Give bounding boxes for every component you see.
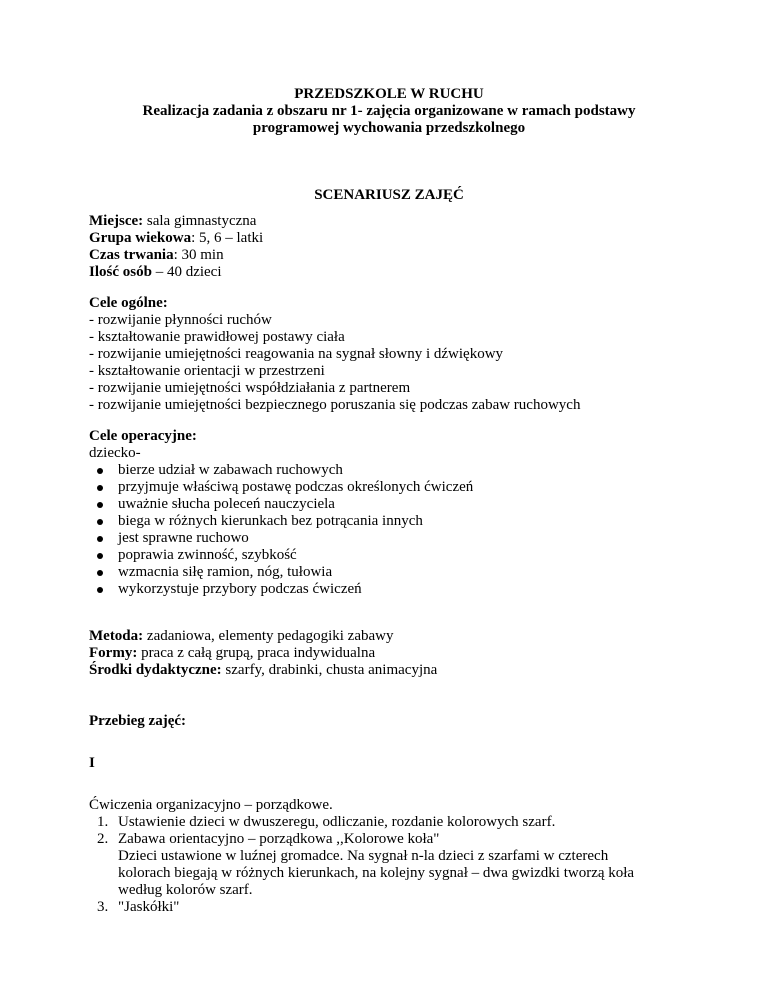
list-item: 2. Zabawa orientacyjno – porządkowa ,,Kolorowe koła" Dzieci ustawione w luźnej gromadce. Na sygnał n-la dzieci z szarfami w czterech kolorach biegają w różnych kierunkach, na kolejny sygnał – dwa gwizdki tworzą koła według kolorów szarf. bbox=[89, 831, 709, 899]
operational-goals-heading: Cele operacyjne: bbox=[89, 428, 197, 444]
list-item: wykorzystuje przybory podczas ćwiczeń bbox=[89, 581, 689, 598]
general-goal-item: - rozwijanie umiejętności reagowania na sygnał słowny i dźwiękowy bbox=[89, 346, 504, 362]
list-item: biega w różnych kierunkach bez potrącania innych bbox=[89, 513, 689, 530]
bullet-icon bbox=[97, 570, 103, 576]
general-goals bbox=[89, 295, 689, 414]
method-block bbox=[89, 628, 689, 679]
general-goal-item: - rozwijanie umiejętności współdziałania z partnerem bbox=[89, 380, 411, 396]
forms-line: Formy: praca z całą grupą, praca indywidualna bbox=[89, 645, 376, 661]
step-description: kolorach biegają w różnych kierunkach, na kolejny sygnał – dwa gwizdki tworzą koła bbox=[118, 865, 635, 881]
info-duration: Czas trwania: 30 min bbox=[89, 247, 224, 263]
course-section: I bbox=[89, 755, 95, 771]
list-item: poprawia zwinność, szybkość bbox=[89, 547, 689, 564]
bullet-icon bbox=[97, 502, 103, 508]
list-item: przyjmuje właściwą postawę podczas określonych ćwiczeń bbox=[89, 479, 689, 496]
general-goal-item: - kształtowanie orientacji w przestrzeni bbox=[89, 363, 325, 379]
info-count: Ilość osób – 40 dzieci bbox=[89, 264, 222, 280]
list-item: uważnie słucha poleceń nauczyciela bbox=[89, 496, 689, 513]
bullet-icon bbox=[97, 553, 103, 559]
document-subtitle: Realizacja zadania z obszaru nr 1- zajęcia organizowane w ramach podstawy programowej wychowania przedszkolnego bbox=[142, 103, 636, 136]
general-goal-item: - rozwijanie umiejętności bezpiecznego poruszania się podczas zabaw ruchowych bbox=[89, 397, 581, 413]
list-item: jest sprawne ruchowo bbox=[89, 530, 689, 547]
info-age: Grupa wiekowa: 5, 6 – latki bbox=[89, 230, 264, 246]
general-goals-heading: Cele ogólne: bbox=[89, 295, 168, 311]
operational-goals-list bbox=[89, 462, 689, 598]
bullet-icon bbox=[97, 468, 103, 474]
list-item: bierze udział w zabawach ruchowych bbox=[89, 462, 689, 479]
course-heading: Przebieg zajęć: bbox=[89, 713, 187, 729]
course-steps bbox=[89, 814, 709, 916]
general-goal-item: - rozwijanie płynności ruchów bbox=[89, 312, 272, 328]
general-goal-item: - kształtowanie prawidłowej postawy ciała bbox=[89, 329, 345, 345]
method-line: Metoda: zadaniowa, elementy pedagogiki zabawy bbox=[89, 628, 394, 644]
scenario-heading: SCENARIUSZ ZAJĘĆ bbox=[314, 187, 464, 203]
operational-goals-intro: dziecko- bbox=[89, 445, 141, 461]
course-body bbox=[89, 797, 709, 916]
step-description: Dzieci ustawione w luźnej gromadce. Na sygnał n-la dzieci z szarfami w czterech bbox=[118, 848, 609, 864]
bullet-icon bbox=[97, 536, 103, 542]
list-item: 3. "Jaskółki" bbox=[97, 899, 180, 915]
info-place: Miejsce: sala gimnastyczna bbox=[89, 213, 257, 229]
list-item: 1. Ustawienie dzieci w dwuszeregu, odliczanie, rozdanie kolorowych szarf. bbox=[97, 814, 556, 830]
step-description: według kolorów szarf. bbox=[118, 882, 253, 898]
list-item: wzmacnia siłę ramion, nóg, tułowia bbox=[89, 564, 689, 581]
info-block bbox=[89, 213, 689, 281]
bullet-icon bbox=[97, 519, 103, 525]
bullet-icon bbox=[97, 485, 103, 491]
aids-line: Środki dydaktyczne: szarfy, drabinki, chusta animacyjna bbox=[89, 662, 438, 678]
bullet-icon bbox=[97, 587, 103, 593]
document-title: PRZEDSZKOLE W RUCHU bbox=[294, 86, 484, 102]
operational-goals bbox=[89, 428, 689, 598]
course-intro: Ćwiczenia organizacyjno – porządkowe. bbox=[89, 797, 333, 813]
